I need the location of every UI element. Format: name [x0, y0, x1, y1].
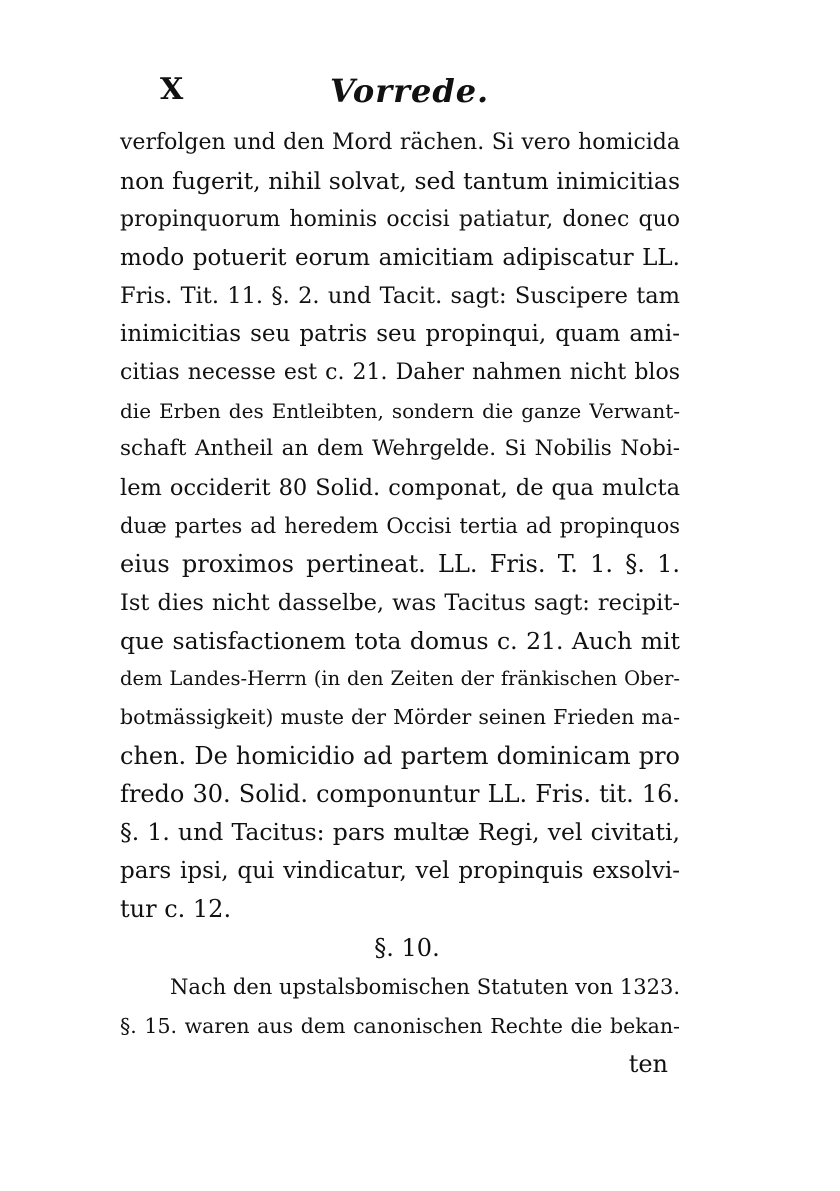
page-header	[150, 72, 710, 116]
text-line: inimicitias seu patris seu propinqui, quam ami-	[120, 321, 680, 348]
text-line: pars ipsi, qui vindicatur, vel propinquis exsolvi-	[120, 857, 680, 884]
text-line: non fugerit, nihil solvat, sed tantum inimicitias	[120, 167, 680, 196]
text-line: Nach den upstalsbomischen Statuten von 1323.	[170, 975, 680, 1000]
running-title: Vorrede.	[330, 72, 490, 110]
catchword: ten	[628, 1049, 668, 1078]
text-line: duæ partes ad heredem Occisi tertia ad propinquos	[120, 513, 680, 538]
text-line: §. 15. waren aus dem canonischen Rechte die bekan-	[120, 1013, 680, 1038]
text-line: que satisfactionem tota domus c. 21. Auch mit	[120, 626, 680, 655]
body-text	[120, 124, 680, 1083]
text-line: eius proximos pertineat. LL. Fris. T. 1. §. 1.	[120, 550, 680, 579]
text-line: propinquorum hominis occisi patiatur, donec quo	[120, 206, 680, 232]
text-line: chen. De homicidio ad partem dominicam pro	[120, 741, 680, 770]
text-line: botmässigkeit) muste der Mörder seinen Frieden ma-	[120, 705, 680, 730]
page-number: X	[160, 72, 184, 107]
text-line: fredo 30. Solid. componuntur LL. Fris. tit. 16.	[120, 780, 680, 809]
text-line: tur c. 12.	[120, 894, 232, 923]
text-line: Ist dies nicht dasselbe, was Tacitus sagt: recipit-	[120, 589, 680, 616]
text-line: citias necesse est c. 21. Daher nahmen nicht blos	[120, 359, 680, 385]
text-line: Fris. Tit. 11. §. 2. und Tacit. sagt: Suscipere tam	[120, 283, 680, 310]
text-line: verfolgen und den Mord rächen. Si vero homicida	[120, 130, 680, 155]
text-line: lem occiderit 80 Solid. componat, de qua mulcta	[120, 474, 680, 501]
text-line: dem Landes-Herrn (in den Zeiten der fränkischen Ober-	[120, 667, 680, 691]
text-line: die Erben des Entleibten, sondern die ganze Verwant-	[120, 399, 680, 424]
text-line: modo potuerit eorum amicitiam adipiscatur LL.	[120, 244, 680, 271]
text-line: §. 1. und Tacitus: pars multæ Regi, vel civitati,	[120, 818, 680, 847]
section-heading: §. 10.	[374, 934, 440, 963]
text-line: schaft Antheil an dem Wehrgelde. Si Nobilis Nobi-	[120, 436, 680, 462]
